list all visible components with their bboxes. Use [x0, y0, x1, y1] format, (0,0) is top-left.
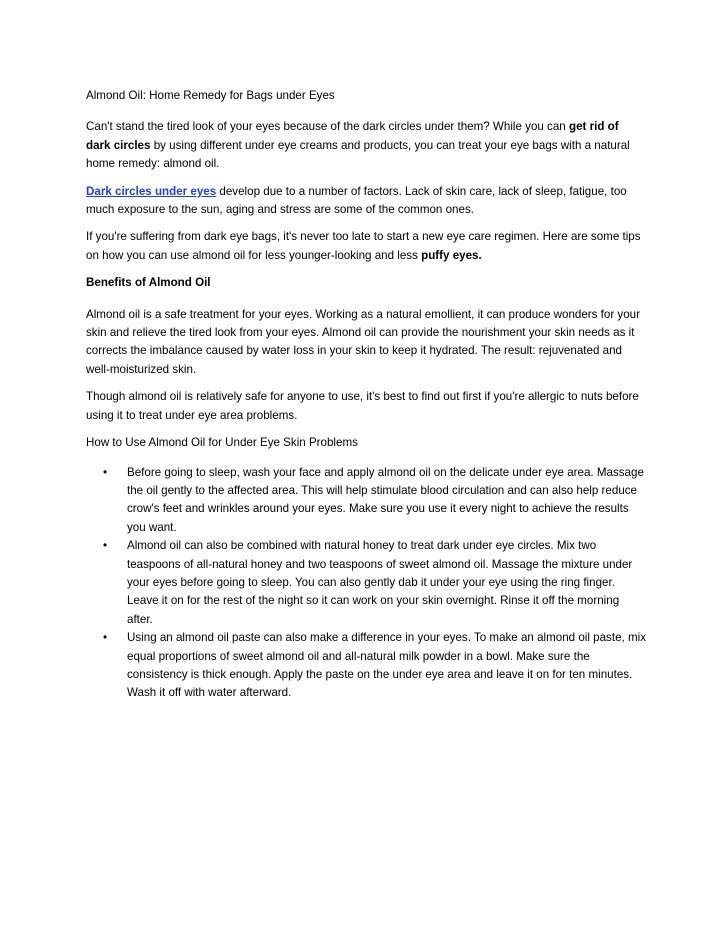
bullet-icon: • [103, 539, 108, 553]
regimen-paragraph [86, 228, 646, 265]
list-item [86, 629, 646, 703]
bullet-icon: • [103, 631, 108, 645]
intro-bold-dark-circles: dark circles [86, 138, 151, 152]
intro-paragraph [86, 118, 646, 173]
howto-heading: How to Use Almond Oil for Under Eye Skin Problems [86, 436, 358, 450]
benefits-heading: Benefits of Almond Oil [86, 276, 211, 290]
bullet-icon: • [103, 465, 108, 479]
causes-paragraph [86, 183, 646, 220]
document-page [86, 87, 646, 703]
tip-text: Using an almond oil paste can also make a difference in your eyes. To make an almond oil paste, mix equal proportions of sweet almond oil and all-natural milk powder in a bowl. Make sure the consistency is thick enough. Apply the paste on the under eye area and leave it on for ten minutes. Wash it off with water afterward. [127, 631, 646, 700]
document-title: Almond Oil: Home Remedy for Bags under Eyes [86, 89, 335, 102]
intro-bold-get-rid-of: get rid of [568, 120, 619, 134]
regimen-text: If you're suffering from dark eye bags, it's never too late to start a new eye care regimen. Here are some tips on how you can use almond oil for less younger-looking and less [86, 230, 641, 262]
safety-paragraph: Though almond oil is relatively safe for anyone to use, it's best to find out first if you're allergic to nuts before using it to treat under eye area problems. [86, 390, 639, 422]
benefits-paragraph: Almond oil is a safe treatment for your eyes. Working as a natural emollient, it can produce wonders for your skin and relieve the tired look from your eyes. Almond oil can provide the nourishment your skin needs as it corrects the imbalance caused by water loss in your skin to keep it hydrated. The result: rejuvenated and well-moisturized skin. [86, 307, 640, 376]
regimen-bold-puffy-eyes: puffy eyes. [421, 248, 482, 262]
list-item [86, 464, 646, 538]
dark-circles-link[interactable]: Dark circles under eyes [86, 184, 217, 198]
causes-text: develop due to a number of factors. Lack of skin care, lack of sleep, fatigue, too much exposure to the sun, aging and stress are some of the common ones. [86, 184, 627, 217]
tip-text: Before going to sleep, wash your face and apply almond oil on the delicate under eye area. Massage the oil gently to the affected area. This will help stimulate blood circulation and can also help reduce crow's feet and wrinkles around your eyes. Make sure you use it every night to achieve the results you want. [127, 465, 644, 534]
intro-text-start: Can't stand the tired look of your eyes because of the dark circles under them? While you can [86, 120, 569, 134]
tip-text: Almond oil can also be combined with natural honey to treat dark under eye circles. Mix two teaspoons of all-natural honey and two teaspoons of sweet almond oil. Massage the mixture under your eyes before going to sleep. You can also gently dab it under your eye using the ring finger. Leave it on for the rest of the night so it can work on your skin overnight. Rinse it off the morning after. [127, 539, 633, 626]
intro-text-end: by using different under eye creams and products, you can treat your eye bags with a natural home remedy: almond oil. [86, 138, 630, 171]
list-item [86, 537, 646, 629]
tips-list [86, 464, 646, 703]
